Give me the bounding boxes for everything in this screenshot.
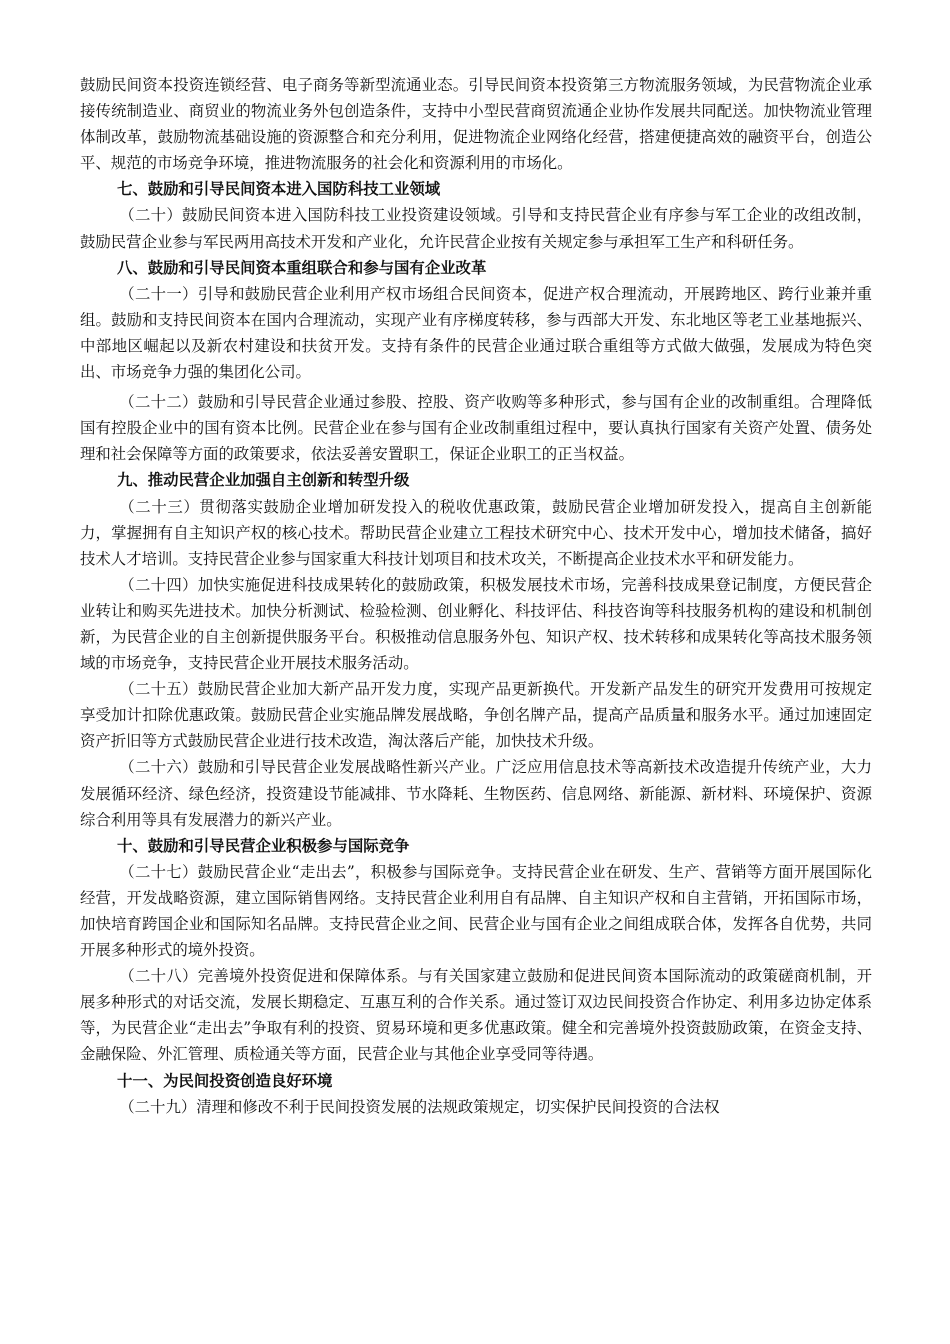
section-heading-9: 九、推动民营企业加强自主创新和转型升级 (116, 471, 410, 490)
paragraph-23: （二十三）贯彻落实鼓励企业增加研发投入的税收优惠政策，鼓励民营企业增加研发投入，提高自主创新能力，掌握拥有自主知识产权的核心技术。帮助民营企业建立工程技术研究中心、技术开发中心，增加技术储备，搞好技术人才培训。支持民营企业参与国家重大科技计划项目和技术攻关，不断提高企业技术水平和研发能力。 (80, 497, 872, 568)
paragraph-27: （二十七）鼓励民营企业“走出去”，积极参与国际竞争。支持民营企业在研发、生产、营销等方面开展国际化经营，开发战略资源，建立国际销售网络。支持民营企业利用自有品牌、自主知识产权和自主营销，开拓国际市场，加快培育跨国企业和国际知名品牌。支持民营企业之间、民营企业与国有企业之间组成联合体，发挥各自优势，共同开展多种形式的境外投资。 (80, 862, 872, 960)
paragraph-22: （二十二）鼓励和引导民营企业通过参股、控股、资产收购等多种形式，参与国有企业的改制重组。合理降低国有控股企业中的国有资本比例。民营企业在参与国有企业改制重组过程中，要认真执行国家有关资产处置、债务处理和社会保障等方面的政策要求，依法妥善安置职工，保证企业职工的正当权益。 (80, 393, 872, 464)
paragraph-26: （二十六）鼓励和引导民营企业发展战略性新兴产业。广泛应用信息技术等高新技术改造提升传统产业，大力发展循环经济、绿色经济，投资建设节能减排、节水降耗、生物医药、信息网络、新能源、新材料、环境保护、资源综合利用等具有发展潜力的新兴产业。 (80, 758, 872, 829)
paragraph-continued: 鼓励民间资本投资连锁经营、电子商务等新型流通业态。引导民间资本投资第三方物流服务领域，为民营物流企业承接传统制造业、商贸业的物流业务外包创造条件，支持中小型民营商贸流通企业协作发展共同配送。加快物流业管理体制改革，鼓励物流基础设施的资源整合和充分利用，促进物流企业网络化经营，搭建便捷高效的融资平台，创造公平、规范的市场竞争环境，推进物流服务的社会化和资源利用的市场化。 (80, 76, 872, 173)
paragraph-28: （二十八）完善境外投资促进和保障体系。与有关国家建立鼓励和促进民间资本国际流动的政策磋商机制，开展多种形式的对话交流，发展长期稳定、互惠互利的合作关系。通过签订双边民间投资合作协定、利用多边协定体系等，为民营企业“走出去”争取有利的投资、贸易环境和更多优惠政策。健全和完善境外投资鼓励政策，在资金支持、金融保险、外汇管理、质检通关等方面，民营企业与其他企业享受同等待遇。 (80, 967, 872, 1064)
paragraph-24: （二十四）加快实施促进科技成果转化的鼓励政策，积极发展技术市场，完善科技成果登记制度，方便民营企业转让和购买先进技术。加快分析测试、检验检测、创业孵化、科技评估、科技咨询等科技服务机构的建设和机制创新，为民营企业的自主创新提供服务平台。积极推动信息服务外包、知识产权、技术转移和成果转化等高技术服务领域的市场竞争，支持民营企业开展技术服务活动。 (80, 575, 872, 673)
section-heading-7: 七、鼓励和引导民间资本进入国防科技工业领域 (116, 180, 441, 199)
paragraph-25: （二十五）鼓励民营企业加大新产品开发力度，实现产品更新换代。开发新产品发生的研究开发费用可按规定享受加计扣除优惠政策。鼓励民营企业实施品牌发展战略，争创名牌产品，提高产品质量和服务水平。通过加速固定资产折旧等方式鼓励民营企业进行技术改造，淘汰落后产能，加快技术升级。 (80, 680, 872, 751)
section-heading-10: 十、鼓励和引导民营企业积极参与国际竞争 (116, 836, 410, 855)
paragraph-21: （二十一）引导和鼓励民营企业利用产权市场组合民间资本，促进产权合理流动，开展跨地区、跨行业兼并重组。鼓励和支持民间资本在国内合理流动，实现产业有序梯度转移，参与西部大开发、东北地区等老工业基地振兴、中部地区崛起以及新农村建设和扶贫开发。支持有条件的民营企业通过联合重组等方式做大做强，发展成为特色突出、市场竞争力强的集团化公司。 (80, 284, 872, 382)
document-body (80, 72, 872, 1120)
paragraph-29: （二十九）清理和修改不利于民间投资发展的法规政策规定，切实保护民间投资的合法权 (119, 1097, 720, 1116)
paragraph-20: （二十）鼓励民间资本进入国防科技工业投资建设领域。引导和支持民营企业有序参与军工企业的改组改制，鼓励民营企业参与军民两用高技术开发和产业化，允许民营企业按有关规定参与承担军工生产和科研任务。 (80, 206, 872, 251)
section-heading-11: 十一、为民间投资创造良好环境 (116, 1071, 333, 1090)
section-heading-8: 八、鼓励和引导民间资本重组联合和参与国有企业改革 (116, 258, 487, 277)
